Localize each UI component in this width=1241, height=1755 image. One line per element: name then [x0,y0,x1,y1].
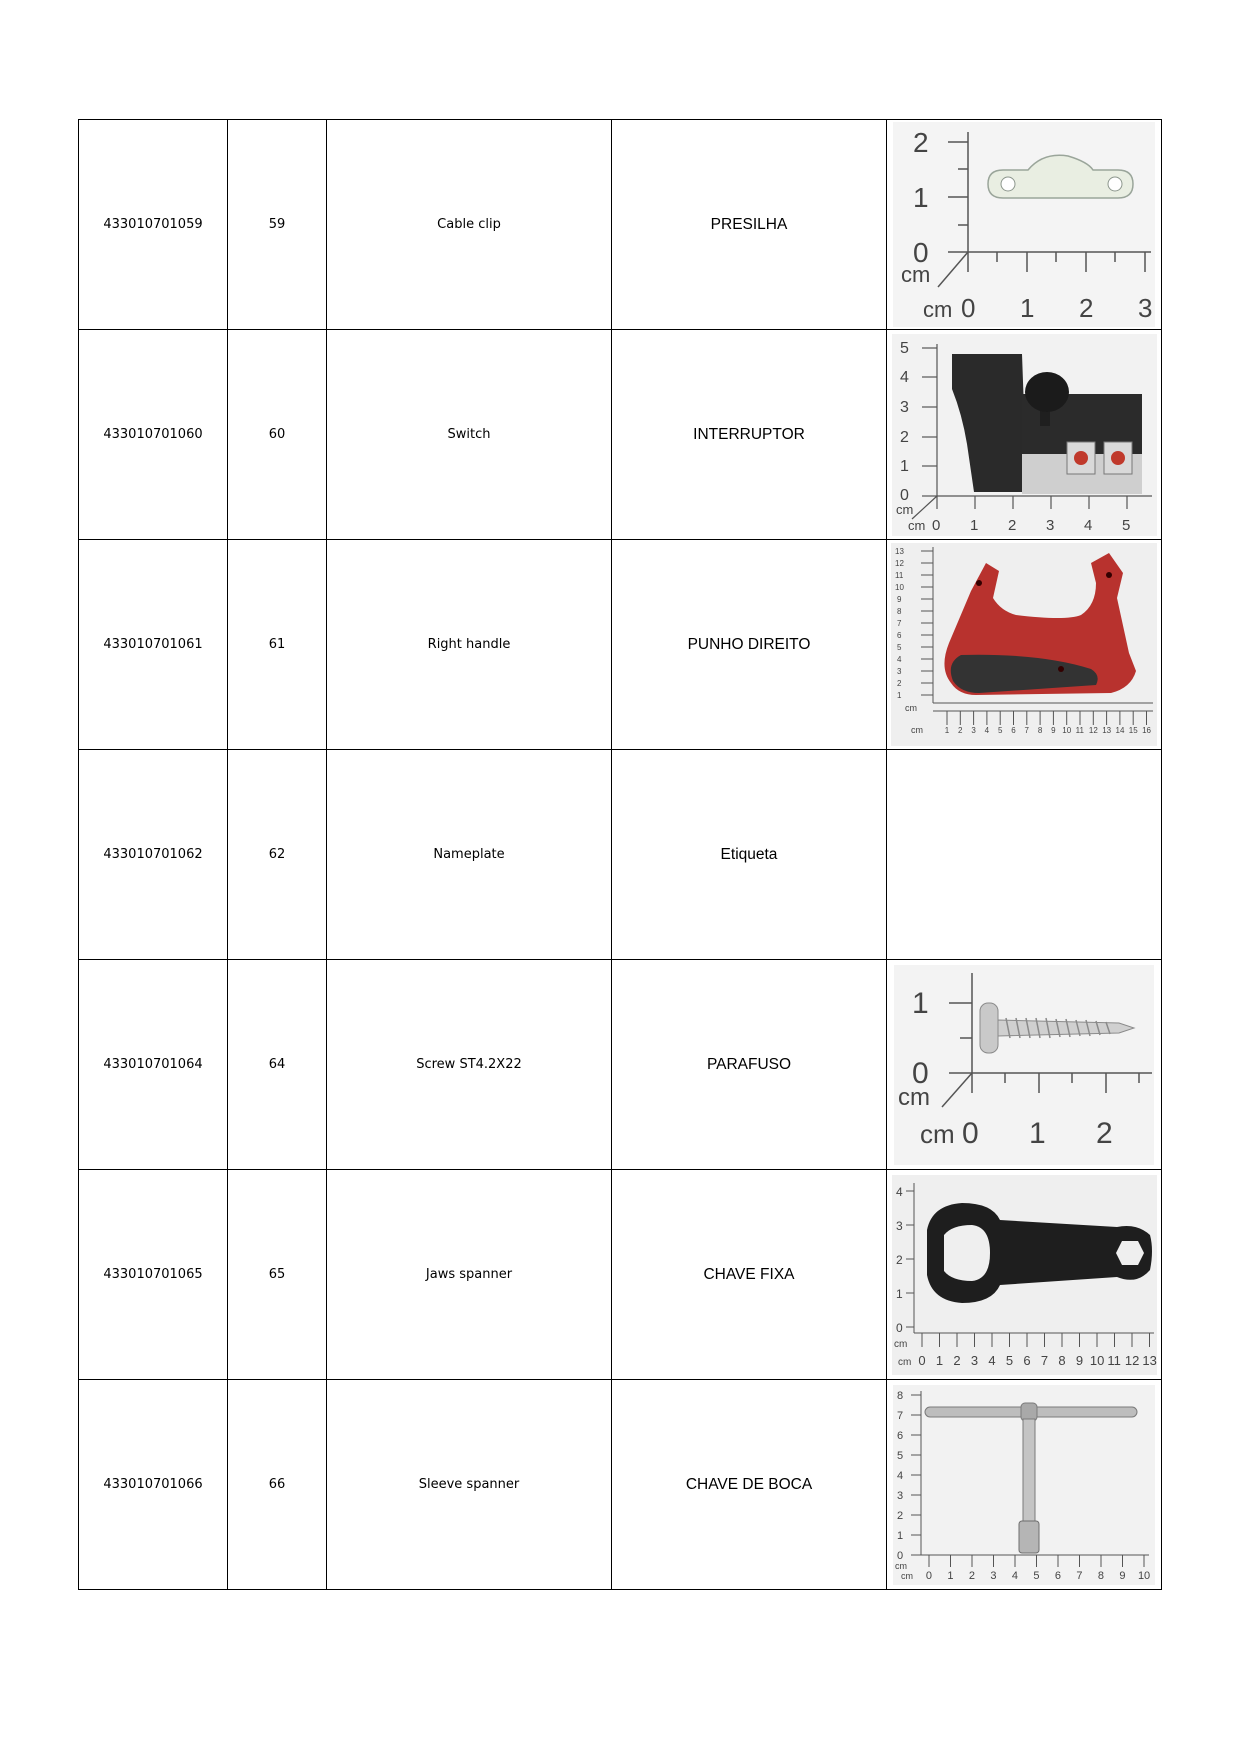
scale-x-label: 5 [1033,1569,1040,1582]
scale-y-label: 4 [899,368,909,386]
scale-x-label: 10 [1062,726,1072,735]
table-row [79,1170,1162,1380]
description-en: Jaws spanner [327,1170,612,1380]
scale-x-label: 4 [1011,1569,1019,1582]
scale-x-label: 14 [1115,726,1125,735]
table-row [79,120,1162,330]
scale-y-label: 6 [897,631,902,640]
jaws-spanner-photo [892,1175,1157,1375]
part-number: 433010701065 [79,1170,228,1380]
part-number: 433010701060 [79,330,228,540]
scale-unit-label: cm [905,703,917,713]
scale-y-label: 0 [899,486,909,504]
scale-x-label: 2 [1079,293,1094,323]
parts-table [78,119,1162,1590]
part-image-cell [887,1170,1162,1380]
description-pt: PARAFUSO [612,960,887,1170]
switch-photo [892,334,1157,536]
scale-x-label: 7 [1076,1569,1083,1582]
description-pt: CHAVE FIXA [612,1170,887,1380]
scale-unit-label: cm [911,725,923,735]
table-row [79,1380,1162,1590]
part-number: 433010701061 [79,540,228,750]
scale-x-label: 2 [1096,1116,1113,1150]
scale-y-label: 2 [897,1509,904,1522]
position-number: 61 [228,540,327,750]
scale-y-label: 1 [899,457,909,475]
description-en: Sleeve spanner [327,1380,612,1590]
scale-x-label: 1 [1029,1116,1046,1150]
scale-x-label: 9 [1051,726,1056,735]
scale-x-label: 0 [917,1352,926,1368]
scale-y-label: 8 [897,607,902,616]
scale-x-label: 0 [962,1116,979,1150]
sleeve-spanner-photo [893,1385,1155,1585]
scale-x-label: 2 [1007,516,1016,534]
scale-x-label: 0 [961,293,976,323]
position-number: 59 [228,120,327,330]
scale-unit-label: cm [901,262,931,287]
scale-x-label: 3 [971,726,976,735]
position-number: 66 [228,1380,327,1590]
scale-y-label: 2 [913,127,929,158]
part-number: 433010701064 [79,960,228,1170]
screw-photo [894,965,1154,1165]
scale-x-label: 12 [1088,726,1098,735]
part-number: 433010701066 [79,1380,228,1590]
part-number: 433010701062 [79,750,228,960]
scale-y-label: 4 [897,655,902,664]
scale-x-label: 8 [1097,1569,1105,1582]
scale-y-label: 5 [897,1449,904,1462]
scale-y-label: 0 [897,1549,904,1562]
scale-x-label: 6 [1011,726,1016,735]
scale-y-label: 0 [913,237,929,268]
scale-x-label: 1 [947,1569,954,1582]
description-en: Nameplate [327,750,612,960]
part-number: 433010701059 [79,120,228,330]
scale-y-label: 13 [895,547,904,556]
part-image-cell [887,330,1162,540]
scale-y-label: 10 [895,583,904,592]
scale-y-label: 12 [895,559,904,568]
scale-x-label: 4 [1083,516,1092,534]
scale-x-label: 6 [1054,1569,1062,1582]
scale-x-label: 7 [1040,1352,1048,1368]
description-en: Right handle [327,540,612,750]
scale-y-label: 11 [895,571,904,580]
scale-x-label: 7 [1024,726,1030,735]
part-image-cell [887,540,1162,750]
description-pt: CHAVE DE BOCA [612,1380,887,1590]
scale-x-label: 1 [1020,293,1035,323]
scale-unit-label: cm [897,1356,911,1368]
description-en: Switch [327,330,612,540]
scale-x-label: 3 [1138,293,1153,323]
scale-y-label: 3 [897,1489,904,1502]
scale-y-label: 2 [899,428,909,446]
scale-x-label: 5 [1005,1352,1013,1368]
scale-x-label: 8 [1057,1352,1066,1368]
scale-x-label: 11 [1075,726,1084,735]
scale-y-label: 1 [912,986,929,1020]
scale-y-label: 1 [897,1529,904,1542]
scale-unit-label: cm [895,1560,907,1571]
scale-x-label: 3 [990,1569,997,1582]
position-number: 62 [228,750,327,960]
right-handle-photo [891,543,1157,746]
description-pt: INTERRUPTOR [612,330,887,540]
table-row [79,750,1162,960]
scale-x-label: 15 [1128,726,1138,735]
scale-x-label: 13 [1141,1352,1157,1368]
scale-x-label: 11 [1106,1352,1121,1368]
description-pt: PUNHO DIREITO [612,540,887,750]
scale-y-label: 3 [899,398,909,416]
part-image-cell-empty [887,750,1162,960]
description-pt: Etiqueta [612,750,887,960]
part-image-cell [887,960,1162,1170]
scale-x-label: 10 [1137,1569,1151,1582]
scale-unit-label: cm [895,501,913,517]
scale-y-label: 3 [895,1218,903,1233]
description-en: Cable clip [327,120,612,330]
scale-y-label: 9 [897,595,902,604]
scale-unit-label: cm [907,517,925,533]
scale-x-label: 4 [984,726,990,735]
scale-y-label: 4 [895,1184,903,1199]
scale-x-label: 1 [969,516,978,534]
scale-x-label: 5 [1121,516,1130,534]
description-pt: PRESILHA [612,120,887,330]
position-number: 60 [228,330,327,540]
scale-y-label: 1 [913,182,929,213]
scale-x-label: 12 [1124,1352,1139,1368]
scale-y-label: 6 [897,1429,904,1442]
scale-y-label: 8 [897,1389,904,1402]
description-en: Screw ST4.2X22 [327,960,612,1170]
scale-unit-label: cm [898,1083,930,1111]
table-row [79,960,1162,1170]
part-image-cell [887,1380,1162,1590]
scale-x-label: 2 [952,1352,961,1368]
scale-x-label: 0 [925,1569,933,1582]
scale-unit-label: cm [901,1570,913,1581]
scale-y-label: 3 [897,667,902,676]
scale-x-label: 16 [1142,726,1152,735]
scale-x-label: 8 [1037,726,1043,735]
scale-y-label: 7 [897,619,902,628]
table-row [79,330,1162,540]
scale-y-label: 5 [899,339,909,357]
position-number: 65 [228,1170,327,1380]
cable-clip-photo [893,122,1155,327]
scale-unit-label: cm [923,297,953,322]
scale-x-label: 9 [1075,1352,1083,1368]
scale-x-label: 4 [987,1352,996,1368]
scale-x-label: 6 [1022,1352,1031,1368]
scale-y-label: 1 [897,691,902,700]
scale-x-label: 13 [1102,726,1112,735]
scale-y-label: 0 [912,1056,929,1090]
part-image-cell [887,120,1162,330]
scale-x-label: 2 [958,726,963,735]
scale-x-label: 3 [1045,516,1054,534]
scale-y-label: 1 [895,1286,903,1301]
table-row [79,540,1162,750]
scale-y-label: 2 [895,1252,903,1267]
scale-y-label: 7 [897,1409,904,1422]
scale-x-label: 5 [997,726,1003,735]
scale-y-label: 5 [897,643,902,652]
scale-x-label: 3 [970,1352,978,1368]
scale-unit-label: cm [920,1118,955,1149]
scale-y-label: 4 [897,1469,904,1482]
scale-x-label: 1 [944,726,950,735]
scale-x-label: 9 [1119,1569,1126,1582]
scale-x-label: 10 [1089,1352,1104,1368]
scale-unit-label: cm [893,1338,907,1350]
position-number: 64 [228,960,327,1170]
scale-y-label: 2 [897,679,902,688]
scale-y-label: 0 [895,1320,903,1335]
scale-x-label: 2 [968,1569,976,1582]
scale-x-label: 1 [935,1352,943,1368]
scale-x-label: 0 [931,516,940,534]
